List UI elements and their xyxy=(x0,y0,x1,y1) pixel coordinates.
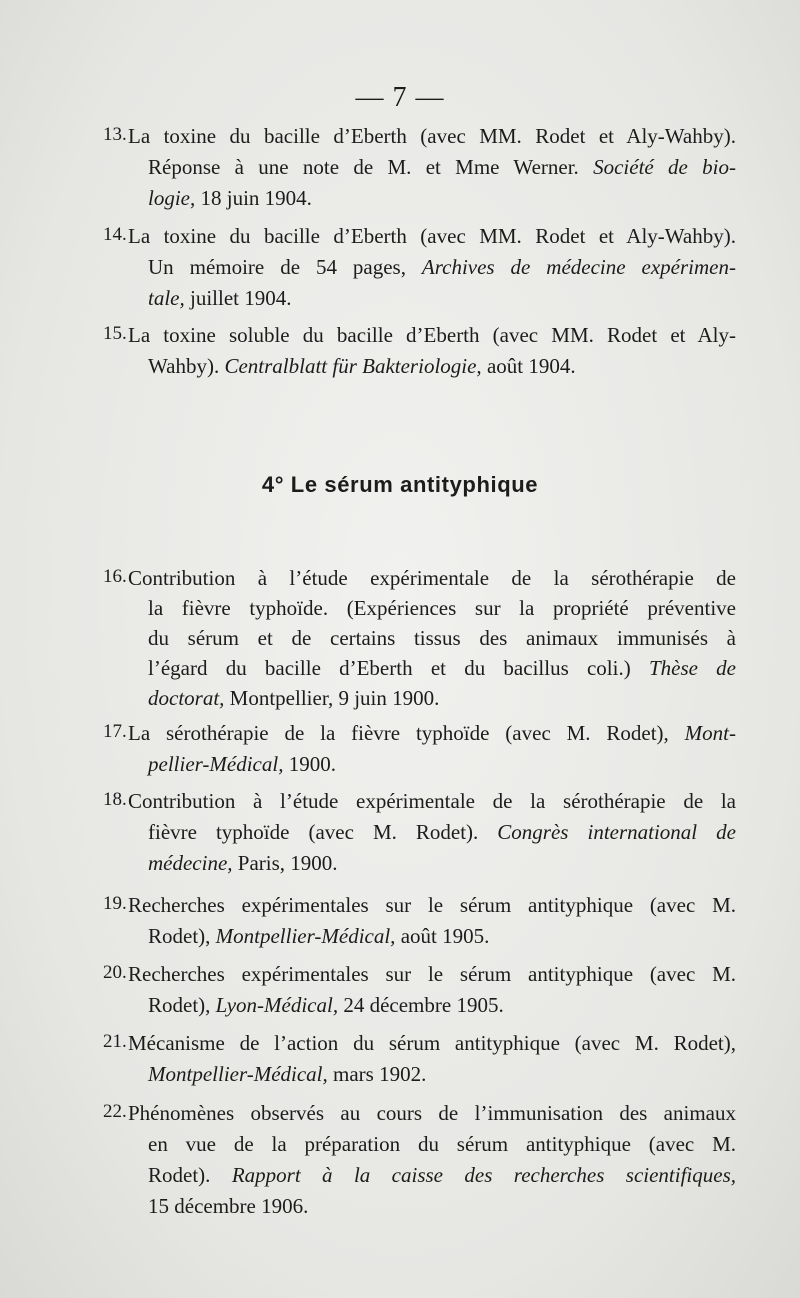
entry-line xyxy=(128,786,736,816)
entry-text: La toxine du bacille d’Eberth (avec MM. Rodet et Aly-Wahby). xyxy=(128,124,736,148)
entry-text: Rodet), xyxy=(148,924,216,948)
entry-number: 21. xyxy=(103,1031,127,1052)
entry-text: Un mémoire de 54 pages, xyxy=(148,255,422,279)
entry-text: 1900. xyxy=(283,752,336,776)
entry-text: La toxine soluble du bacille d’Eberth (avec MM. Rodet et Aly- xyxy=(128,323,736,347)
italic-citation-text: Thèse de xyxy=(648,656,736,680)
section-heading: 4° Le sérum antityphique xyxy=(261,472,539,497)
entry-line xyxy=(148,1059,736,1089)
entry-line xyxy=(148,817,736,847)
entry-line xyxy=(148,921,736,951)
entry-text: l’égard du bacille d’Eberth et du bacillus coli.) xyxy=(148,656,649,680)
entry-text: Contribution à l’étude expérimentale de la sérothérapie de xyxy=(128,566,736,590)
italic-citation-text: Rapport à la caisse des recherches scientifiques, xyxy=(231,1163,736,1187)
entry-number: 22. xyxy=(103,1101,127,1122)
entry-line xyxy=(128,320,736,350)
entry-text: Recherches expérimentales sur le sérum antityphique (avec M. xyxy=(128,962,736,986)
entry-line xyxy=(128,1098,736,1128)
entry-text: la fièvre typhoïde. (Expériences sur la propriété préventive xyxy=(148,596,736,620)
entry-text: La toxine du bacille d’Eberth (avec MM. Rodet et Aly-Wahby). xyxy=(128,224,736,248)
entry-number: 20. xyxy=(103,962,127,983)
entry-line xyxy=(148,749,736,779)
entry-text: Paris, 1900. xyxy=(232,851,338,875)
entry-text: juillet 1904. xyxy=(184,286,292,310)
entry-line xyxy=(148,1129,736,1159)
entry-line xyxy=(148,848,736,878)
entry-text: 24 décembre 1905. xyxy=(338,993,504,1017)
entry-line xyxy=(128,1028,736,1058)
entry-number: 18. xyxy=(103,789,127,810)
entry-text: Phénomènes observés au cours de l’immunisation des animaux xyxy=(128,1101,736,1125)
entry-text: Wahby). xyxy=(148,354,225,378)
italic-citation-text: Société de bio- xyxy=(593,155,737,179)
entry-number: 13. xyxy=(103,124,127,145)
entry-text: août 1904. xyxy=(481,354,576,378)
italic-citation-text: logie, xyxy=(148,186,196,210)
entry-number: 17. xyxy=(103,721,127,742)
entry-number: 19. xyxy=(103,893,127,914)
entry-line xyxy=(148,623,736,653)
italic-citation-text: Montpellier-Médical, xyxy=(148,1062,328,1086)
entry-number: 16. xyxy=(103,566,127,587)
entry-text: Recherches expérimentales sur le sérum antityphique (avec M. xyxy=(128,893,736,917)
entry-text: Réponse à une note de M. et Mme Werner. xyxy=(148,155,594,179)
italic-citation-text: médecine, xyxy=(148,851,233,875)
entry-text: en vue de la préparation du sérum antityphique (avec M. xyxy=(148,1132,736,1156)
entry-line xyxy=(148,351,736,381)
entry-number: 14. xyxy=(103,224,127,245)
entry-number: 15. xyxy=(103,323,127,344)
italic-citation-text: Centralblatt für Bakteriologie, xyxy=(224,354,482,378)
entry-text: 15 décembre 1906. xyxy=(148,1194,309,1218)
entry-line xyxy=(148,152,736,182)
italic-citation-text: Lyon-Médical, xyxy=(215,993,339,1017)
entry-text: La sérothérapie de la fièvre typhoïde (avec M. Rodet), xyxy=(128,721,685,745)
entry-line xyxy=(148,252,736,282)
italic-citation-text: pellier-Médical, xyxy=(148,752,284,776)
entry-text: 18 juin 1904. xyxy=(195,186,312,210)
entry-text: Rodet). xyxy=(148,1163,232,1187)
entry-text: août 1905. xyxy=(395,924,490,948)
entry-line xyxy=(148,683,736,713)
entry-line xyxy=(128,959,736,989)
entry-text: fièvre typhoïde (avec M. Rodet). xyxy=(148,820,498,844)
entry-text: Mécanisme de l’action du sérum antityphique (avec M. Rodet), xyxy=(128,1031,736,1055)
italic-citation-text: doctorat, xyxy=(148,686,225,710)
entry-line xyxy=(128,718,736,748)
entry-line xyxy=(148,283,736,313)
entry-line xyxy=(128,221,736,251)
italic-citation-text: Congrès international de xyxy=(497,820,736,844)
entry-line xyxy=(128,121,736,151)
entry-text: Montpellier, 9 juin 1900. xyxy=(224,686,440,710)
entry-line xyxy=(148,1160,736,1190)
italic-citation-text: tale, xyxy=(148,286,185,310)
entry-line xyxy=(148,653,736,683)
entry-line xyxy=(148,990,736,1020)
italic-citation-text: Mont- xyxy=(684,721,736,745)
entry-line xyxy=(148,183,736,213)
entry-line xyxy=(128,890,736,920)
entry-line xyxy=(148,593,736,623)
entry-line xyxy=(128,563,736,593)
entry-text: du sérum et de certains tissus des animaux immunisés à xyxy=(148,626,736,650)
entry-text: Contribution à l’étude expérimentale de la sérothérapie de la xyxy=(128,789,736,813)
entry-line xyxy=(148,1191,736,1221)
entry-text: mars 1902. xyxy=(327,1062,427,1086)
italic-citation-text: Montpellier-Médical, xyxy=(215,924,396,948)
italic-citation-text: Archives de médecine expérimen- xyxy=(421,255,736,279)
entry-text: Rodet), xyxy=(148,993,216,1017)
page-number: — 7 — xyxy=(355,82,445,113)
